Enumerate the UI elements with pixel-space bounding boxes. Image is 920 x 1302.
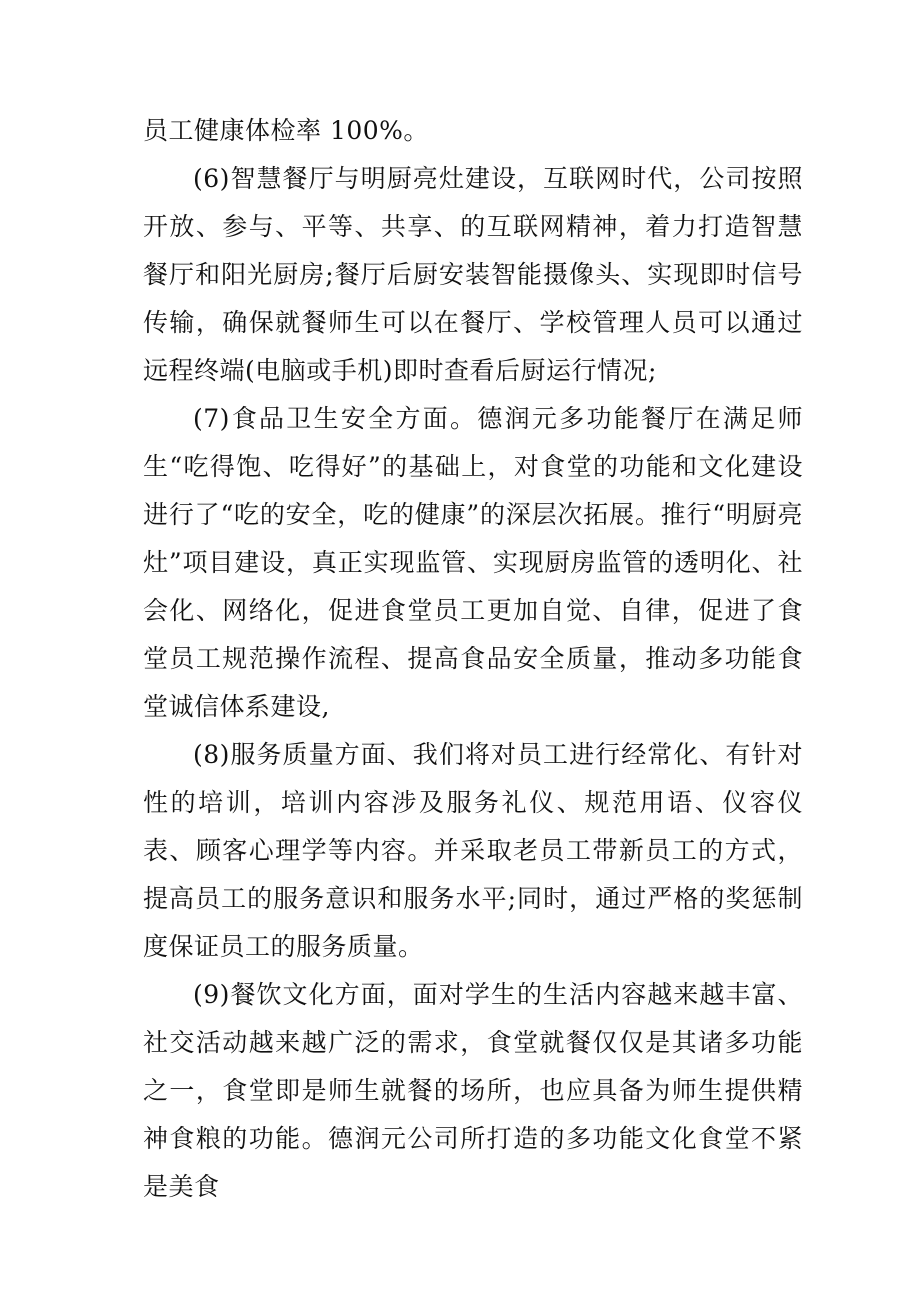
paragraph-dining-culture: (9)餐饮文化方面，面对学生的生活内容越来越丰富、社交活动越来越广泛的需求，食堂就餐仅仅是其诸多功能之一，食堂即是师生就餐的场所，也应具备为师生提供精神食粮的功能。德润元公司所打造的多功能文化食堂不紧是美食: [143, 980, 803, 1201]
paragraph-continuation: 员工健康体检率 100%。: [143, 116, 429, 145]
paragraph-service-quality: (8)服务质量方面、我们将对员工进行经常化、有针对性的培训，培训内容涉及服务礼仪、规范用语、仪容仪表、顾客心理学等内容。并采取老员工带新员工的方式，提高员工的服务意识和服务水平;同时，通过严格的奖惩制度保证员工的服务质量。: [143, 740, 803, 961]
paragraph-smart-canteen: (6)智慧餐厅与明厨亮灶建设，互联网时代，公司按照开放、参与、平等、共享、的互联网精神，着力打造智慧餐厅和阳光厨房;餐厅后厨安装智能摄像头、实现即时信号传输，确保就餐师生可以在餐厅、学校管理人员可以通过远程终端(电脑或手机)即时查看后厨运行情况;: [143, 164, 803, 385]
document-body: [143, 107, 803, 1211]
paragraph-food-safety: (7)食品卫生安全方面。德润元多功能餐厅在满足师生“吃得饱、吃得好”的基础上，对食堂的功能和文化建设进行了“吃的安全，吃的健康”的深层次拓展。推行“明厨亮灶”项目建设，真正实现监管、实现厨房监管的透明化、社会化、网络化，促进食堂员工更加自觉、自律，促进了食堂员工规范操作流程、提高食品安全质量，推动多功能食堂诚信体系建设,: [143, 404, 803, 721]
